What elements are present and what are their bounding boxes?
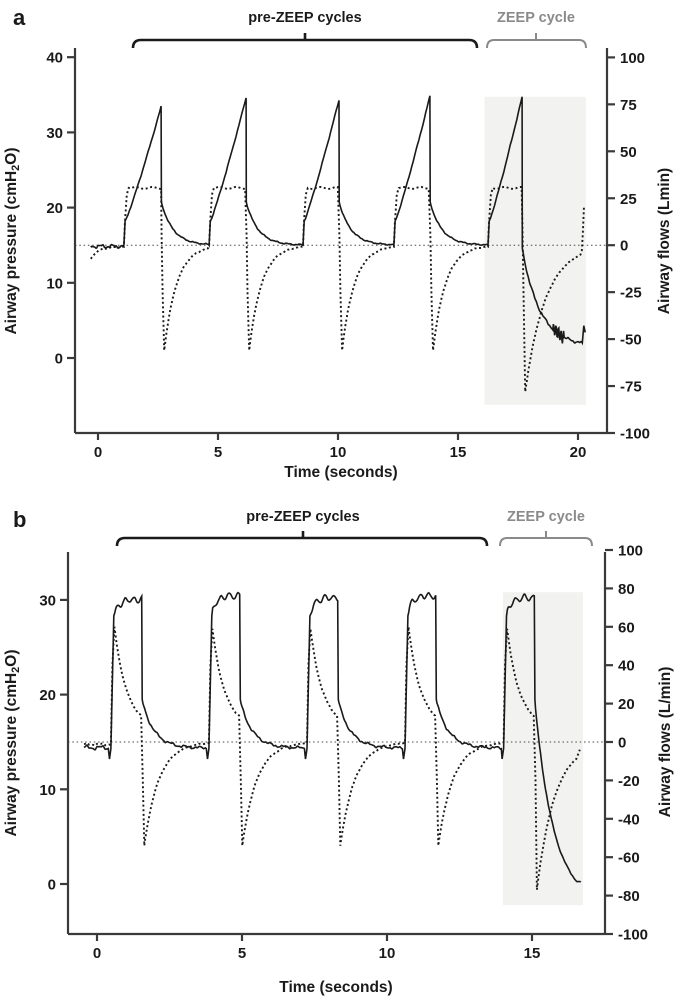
panel-b-pressure-axis-title: Airway pressure (cmH2O) bbox=[3, 649, 22, 837]
flow-tick-label: -100 bbox=[618, 926, 649, 944]
flow-tick-label: 100 bbox=[620, 49, 646, 67]
pressure-tick-label: 40 bbox=[46, 49, 63, 67]
time-tick-label: 5 bbox=[213, 444, 223, 461]
time-tick-label: 0 bbox=[92, 945, 102, 962]
panel-a-time-axis-title: Time (seconds) bbox=[284, 464, 398, 481]
zeep-shade bbox=[484, 97, 586, 405]
panel-a-pre-zeep-bracket bbox=[133, 33, 477, 48]
flow-tick-label: -50 bbox=[620, 331, 642, 349]
flow-tick-label: 0 bbox=[620, 237, 629, 255]
panel-a-zeep-bracket bbox=[487, 33, 586, 48]
zeep-shade bbox=[503, 592, 583, 905]
flow-tick-label: 100 bbox=[618, 542, 644, 560]
flow-tick-label: 80 bbox=[618, 580, 635, 598]
flow-tick-label: 25 bbox=[620, 190, 637, 208]
flow-tick-label: 40 bbox=[618, 657, 635, 675]
time-tick-label: 15 bbox=[449, 444, 467, 461]
flow-tick-label: 0 bbox=[618, 734, 627, 752]
flow-tick-label: -75 bbox=[620, 378, 642, 396]
panel-b-zeep-label: ZEEP cycle bbox=[507, 509, 585, 525]
panel-b-letter: b bbox=[13, 507, 27, 532]
time-tick-label: 0 bbox=[93, 444, 103, 461]
panel-b-time-axis-title: Time (seconds) bbox=[279, 979, 393, 996]
pressure-tick-label: 10 bbox=[39, 781, 56, 799]
panel-a-letter: a bbox=[13, 5, 26, 30]
time-tick-label: 20 bbox=[569, 444, 587, 461]
pressure-tick-label: 0 bbox=[47, 876, 56, 894]
flow-tick-label: 75 bbox=[620, 96, 637, 114]
flow-tick-label: -25 bbox=[620, 284, 642, 302]
panel-b-pre-zeep-label: pre-ZEEP cycles bbox=[246, 509, 360, 525]
pressure-tick-label: 0 bbox=[54, 350, 63, 368]
panel-a-pre-zeep-label: pre-ZEEP cycles bbox=[248, 10, 362, 26]
flow-tick-label: -20 bbox=[618, 772, 640, 790]
pressure-tick-label: 20 bbox=[39, 687, 56, 705]
time-tick-label: 15 bbox=[523, 945, 541, 962]
pressure-tick-label: 30 bbox=[39, 592, 56, 610]
time-tick-label: 5 bbox=[237, 945, 247, 962]
pressure-tick-label: 10 bbox=[46, 275, 63, 293]
panel-a-plot bbox=[46, 48, 650, 461]
panel-b-pre-zeep-bracket bbox=[117, 531, 487, 546]
time-tick-label: 10 bbox=[329, 444, 347, 461]
flow-tick-label: -40 bbox=[618, 811, 640, 829]
flow-tick-label: 60 bbox=[618, 619, 635, 637]
time-tick-label: 10 bbox=[378, 945, 396, 962]
panel-a-flow-axis-title: Airway flows (Lmin) bbox=[656, 167, 673, 315]
flow-tick-label: -80 bbox=[618, 888, 640, 906]
pressure-tick-label: 30 bbox=[46, 124, 63, 142]
flow-tick-label: 50 bbox=[620, 143, 637, 161]
flow-tick-label: -60 bbox=[618, 849, 640, 867]
panel-b-zeep-bracket bbox=[500, 531, 592, 546]
panel-a-pressure-axis-title: Airway pressure (cmH2O) bbox=[3, 147, 22, 335]
panel-b-flow-axis-title: Airway flows (L/min) bbox=[657, 666, 674, 818]
panel-a-zeep-label: ZEEP cycle bbox=[497, 10, 575, 26]
pressure-tick-label: 20 bbox=[46, 200, 63, 218]
panel-b-plot bbox=[39, 543, 648, 963]
flow-tick-label: -100 bbox=[620, 425, 651, 443]
flow-tick-label: 20 bbox=[618, 696, 635, 714]
